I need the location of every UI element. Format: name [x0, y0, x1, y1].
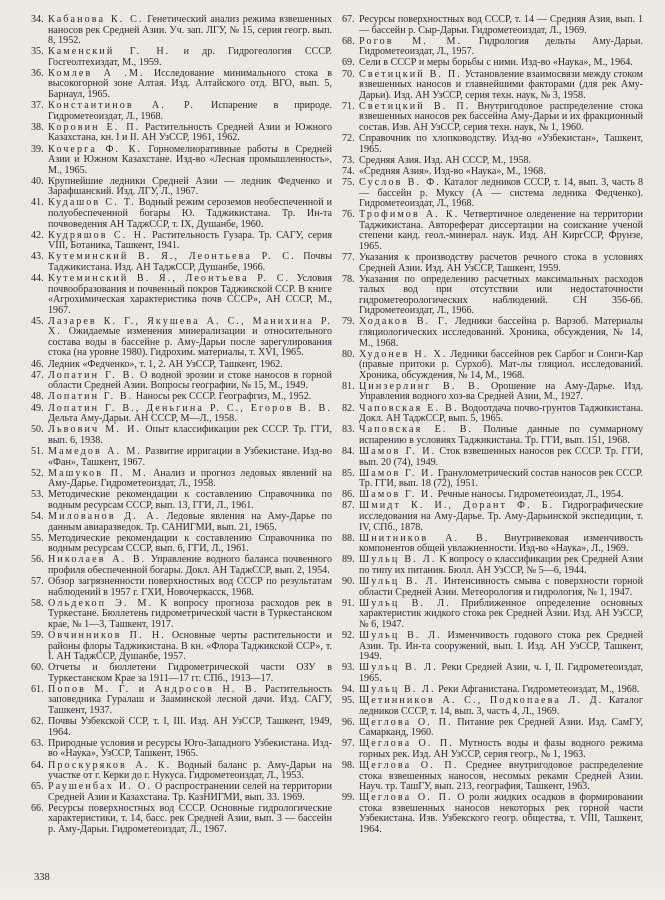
entry-number: 99. [342, 792, 355, 804]
entry-text: Природные условия и ресурсы Юго-Западного Узбекистана. Изд-во «Наука», УзССР, Ташкент, 1965. [48, 737, 332, 760]
entry-number: 58. [31, 597, 44, 609]
entry-author: Лопатин Г. В., Деньгина Р. С., Егоров В. В. [48, 402, 332, 414]
bibliography-entry [31, 511, 332, 533]
bibliography-entry [342, 154, 643, 167]
entry-number: 51. [31, 445, 44, 457]
entry-text: Анализ и прогноз ледовых явлений на Аму-Дарье. Гидрометеоиздат, Л., 1958. [48, 467, 332, 490]
entry-number: 55. [31, 532, 44, 544]
entry-number: 93. [342, 662, 355, 674]
entry-text: Гидрографические исследования на Аму-Дарье. Тр. Аму-Дарьинской экспедиции, т. IV, СПб., 1878. [359, 500, 643, 533]
entry-text: Растительность Гузара. Тр. САГУ, серия VIII, Ботаника, Ташкент, 1941. [48, 229, 332, 252]
entry-text: Обзор загрязненности поверхностных вод СССР по результатам наблюдений в 1957 г. ГХИ, Новочеркасск, 1968. [48, 576, 332, 598]
entry-text: Сток взвешенных наносов рек СССР. Тр. ГГИ, вып. 20 (74), 1949. [359, 445, 643, 468]
bibliography-entry [31, 197, 332, 230]
entry-text: Интенсивность смыва с поверхности горной области Средней Азии. Метеорология и гидрология, № 1, 1947. [359, 576, 643, 598]
entry-author: Коровин Е. П. [48, 121, 141, 133]
bibliography-entry [342, 554, 644, 576]
bibliography-entry [31, 143, 332, 177]
entry-author: Шамов Г. И. [359, 489, 436, 501]
entry-author: Шульц В. Л. [359, 630, 442, 642]
entry-author: Шульц В. Л. [359, 554, 437, 566]
bibliography-entry [31, 46, 332, 68]
entry-number: 75. [342, 176, 355, 188]
entry-author: Попов М. Г. и Андросов Н. В. [48, 683, 259, 695]
entry-number: 68. [342, 35, 355, 47]
entry-author: Кутеминский В. Я., Леонтьева Р. С. [48, 251, 296, 263]
entry-author: Шнитников А. В. [359, 532, 490, 544]
entry-text: Почвы Таджикистана. Изд. АН ТаджССР, Душанбе, 1966. [48, 251, 332, 273]
entry-author: Щеглова О. П. [359, 738, 454, 750]
entry-text: Генетический анализ режима взвешенных наносов рек Средней Азии. Уч. зап. ЛГУ, № 15, серия геогр. вып. 8, 1952. [48, 14, 333, 47]
entry-author: Мамедов А. М. [48, 445, 143, 457]
entry-number: 78. [342, 273, 355, 285]
entry-text: Ресурсы поверхностных вод СССР, т. 14 — Средняя Азия, вып. 1 — бассейн р. Сыр-Дарьи. Гидрометеоиздат, Л., 1969. [359, 14, 643, 36]
entry-number: 34. [31, 14, 44, 25]
bibliography-entry [31, 251, 332, 273]
entry-text: Среднее внутригодовое распределение стока взвешенных наносов, несомых реками Средней Азии. Науч. тр. ТашГУ, вып. 213, география, Ташкент, 1963. [359, 760, 643, 793]
entry-author: Чаповская Е. В. [359, 424, 474, 436]
entry-text: Водоотдача почво-грунтов Таджикистана. Докл. АН ТаджССР, вып. 5, 1965. [359, 402, 643, 425]
entry-text: Методические рекомендации к составлению Справочника по водным ресурсам СССР, вып. 6, ГГИ, Л., 1961. [48, 532, 332, 555]
entry-number: 67. [342, 14, 355, 25]
entry-number: 61. [31, 683, 44, 695]
entry-text: Растительность заповедника Гуралаш и Зааминской лесной дачи. Изд. САГУ, Ташкент, 1937. [48, 683, 332, 717]
entry-author: Шамов Г. И. [359, 467, 436, 479]
entry-number: 98. [342, 760, 355, 772]
entry-author: Константинов А. Р. [48, 100, 196, 112]
entry-number: 36. [31, 67, 44, 79]
entry-text: Почвы Узбекской ССР, т. I, III. Изд. АН УзССР, Ташкент, 1949, 1964. [48, 716, 332, 738]
bibliography-entry [342, 165, 643, 178]
entry-number: 77. [342, 251, 355, 263]
bibliography-entry [342, 209, 643, 252]
entry-number: 81. [342, 380, 355, 392]
entry-text: Речные наносы. Гидрометеоиздат, Л., 1954. [435, 489, 624, 501]
entry-author: Проскуряков А. К. [48, 759, 172, 771]
entry-text: Справочник по хлопководству. Изд-во «Узбекистан», Ташкент, 1965. [359, 132, 643, 155]
entry-author: Щеглова О. П. [359, 716, 453, 728]
bibliography-entry [31, 14, 333, 47]
bibliography-entry [31, 683, 332, 717]
entry-author: Шульц В. Л. [359, 597, 451, 609]
bibliography-entry [31, 759, 332, 782]
entry-author: Чаповская Е. В. [359, 402, 459, 414]
entry-text: Горномелиоративные работы в Средней Азии и Южном Казахстане. Изд-во «Лесная промышленность», М., 1965. [48, 143, 332, 176]
bibliography-entry [31, 229, 332, 252]
entry-number: 73. [342, 154, 355, 166]
entry-author: Цинзерлинг В. В. [359, 380, 482, 392]
entry-number: 45. [31, 315, 44, 327]
entry-text: Полные данные по суммарному испарению в условиях Таджикистана. Тр. ГГИ, вып. 151, 1968. [359, 424, 643, 446]
entry-text: Средняя Азия. Изд. АН СССР, М., 1958. [359, 154, 532, 166]
bibliography-entry [31, 67, 332, 101]
bibliography-entry [31, 802, 332, 836]
entry-number: 49. [31, 402, 44, 414]
entry-text: Ледники бассейна р. Варзоб. Материалы гляциологических исследований. Хроника, обсуждения, № 14, М., 1968. [359, 316, 643, 349]
bibliography-entry [31, 402, 332, 425]
entry-number: 54. [31, 511, 44, 523]
entry-text: Внутривековая изменчивость компонентов общей увлажненности. Изд-во «Наука», Л., 1969. [359, 532, 643, 555]
bibliography-entry [31, 716, 332, 738]
bibliography-entry [342, 716, 644, 739]
entry-number: 50. [31, 424, 44, 436]
bibliography-entry [342, 57, 643, 69]
bibliography-entry [342, 445, 643, 468]
bibliography-entry [342, 316, 643, 349]
entry-number: 86. [342, 489, 355, 501]
entry-text: Развитие ирригации в Узбекистане. Изд-во «Фан», Ташкент, 1967. [48, 445, 333, 468]
bibliography-entry [31, 781, 332, 803]
entry-text: Указания к производству расчетов речного стока в условиях Средней Азии. Изд. АН УзССР, Ташкент, 1959. [359, 251, 643, 274]
bibliography-entry [342, 695, 643, 717]
entry-text: Испарение в природе. Гидрометеоиздат, Л., 1968. [48, 100, 332, 122]
entry-author: Кабанова К. С. [48, 14, 144, 25]
bibliography-entry [31, 445, 333, 468]
bibliography-entry [31, 576, 332, 598]
entry-author: Машуков П. М. [48, 467, 148, 479]
bibliography-entry [342, 576, 643, 598]
entry-number: 85. [342, 467, 355, 479]
bibliography-entry [342, 500, 643, 533]
entry-author: Раушенбах И. О. [48, 781, 153, 793]
entry-number: 69. [342, 57, 355, 69]
entry-number: 52. [31, 467, 44, 479]
bibliography-entry [31, 489, 332, 511]
entry-text: Каталог ледников СССР, т. 14, вып. 3, часть 8 — бассейн р. Муксу (А — система ледника Федченко). Гидрометеоиздат, Л., 1968. [359, 176, 643, 210]
entry-number: 48. [31, 391, 44, 403]
entry-number: 74. [342, 165, 355, 177]
entry-text: Указания по определению расчетных максимальных расходов талых вод при отсутствии или недостаточности гидрометеорологических наблюдений. СН 356-66. Гидрометеоиздат, Л., 1966. [359, 273, 643, 317]
bibliography-entry [342, 738, 643, 760]
bibliography-entry [31, 532, 332, 555]
entry-number: 35. [31, 46, 44, 58]
entry-text: Ледник «Федченко», т. 1, 2. АН УзССР, Ташкент, 1962. [48, 358, 283, 370]
entry-text: Ледовые явления на Аму-Дарье по данным авиаразведок. Тр. САНИГМИ, вып. 21, 1965. [48, 511, 332, 533]
entry-text: Гранулометрический состав наносов рек СССР. Тр. ГГИ, вып. 18 (72), 1951. [359, 467, 643, 490]
entry-text: Мутность воды и фазы водного режима горных рек. Изд. АН УзССР, серия геогр., № 1, 1963. [359, 738, 643, 760]
entry-author: Милованов Д. А. [48, 511, 161, 523]
entry-number: 92. [342, 630, 355, 642]
bibliography-entry [342, 68, 643, 102]
entry-number: 91. [342, 597, 355, 609]
entry-text: Управление водного баланса почвенного профиля обеспеченной богары. Докл. АН ТаджССР, вып. 2, 1954. [48, 554, 332, 576]
entry-author: Рогов М. М. [359, 35, 463, 47]
bibliography-entry [31, 737, 332, 760]
entry-author: Светицкий В. П. [359, 68, 462, 80]
entry-number: 84. [342, 445, 355, 457]
entry-number: 43. [31, 251, 44, 263]
entry-number: 56. [31, 554, 44, 566]
entry-author: Кутеминский В. Я., Леонтьева Р. С. [48, 273, 291, 285]
entry-author: Лопатин Г. В. [48, 369, 137, 381]
entry-text: Основные черты растительности и районы флоры Таджикистана. В кн. «Флора Таджикской ССР», т. I. АН ТаджССР, Душанбе, 1957. [48, 630, 332, 663]
bibliography-entry [31, 391, 332, 403]
bibliography-entry [31, 100, 332, 122]
entry-number: 79. [342, 316, 355, 328]
entry-author: Николаев А. В. [48, 554, 147, 566]
bibliography-entry [342, 467, 643, 490]
entry-text: Растительность Средней Азии и Южного Казахстана, кн. I и II. АН УзССР, 1961, 1962. [48, 121, 332, 144]
entry-text: Водный баланс р. Аму-Дарьи на участке от г. Керки до г. Нукуса. Гидрометеоиздат, Л., 1953. [48, 759, 332, 782]
bibliography-entry [31, 630, 332, 663]
bibliography-entry [31, 121, 332, 144]
entry-text: К вопросу о классификации рек Средней Азии по типу их питания. Бюлл. АН УзССР, № 5—6, 1944. [359, 554, 644, 576]
bibliography-entry [31, 273, 332, 316]
entry-text: О роли жидких осадков в формировании стока взвешенных наносов некоторых рек горной части Узбекистана. Изв. Узбекского геогр. общества, т. VIII, Ташкент, 1964. [359, 792, 643, 836]
bibliography-entry [31, 175, 332, 198]
entry-author: Комлев А .М. [48, 67, 145, 79]
entry-text: Дельта Аму-Дарьи. АН СССР, М—Л., 1958. [48, 413, 237, 425]
entry-author: Овчинников П. Н. [48, 630, 166, 642]
entry-text: Методические рекомендации к составлению Справочника по водным ресурсам СССР, вып. 13, ГГИ, Л., 1961. [48, 489, 332, 511]
entry-text: Крупнейшие ледники Средней Азии — ледник Федченко и Зарафшанский. Изд. ЛГУ, Л., 1967. [48, 175, 332, 198]
entry-text: и др. Гидрогеология СССР. Госгеолтехиздат, М., 1959. [48, 46, 332, 68]
entry-text: Изменчивость годового стока рек Средней Азии. Тр. Ин-та сооружений, вып. I. Изд. АН УзССР, Ташкент, 1949. [359, 630, 643, 663]
entry-text: Ресурсы поверхностных вод СССР. Основные гидрологические характеристики, т. 14, басс. рек Средней Азии, вып. 3 — бассейн р. Аму-Дарьи. Гидрометеоиздат, Л., 1967. [48, 802, 332, 836]
entry-number: 76. [342, 209, 355, 221]
entry-number: 60. [31, 662, 44, 674]
entry-text: Орошение на Аму-Дарье. Изд. Управления водного хоз-ва Средней Азии, М., 1927. [359, 380, 643, 403]
entry-number: 80. [342, 348, 355, 360]
entry-author: Кудряшов С. Н. [48, 229, 148, 241]
entry-text: Гидрология дельты Аму-Дарьи. Гидрометеоиздат, Л., 1957. [359, 35, 643, 58]
bibliography-entry [342, 489, 643, 501]
entry-number: 95. [342, 695, 355, 707]
entry-text: Опыт классификации рек СССР. Тр. ГГИ, вып. 6, 1938. [48, 424, 332, 446]
entry-number: 64. [31, 759, 44, 771]
entry-number: 96. [342, 716, 355, 728]
entry-text: К вопросу прогноза расходов рек в Туркестане. Бюллетень гидрометрической части в Туркестанском крае, № 1—3, Ташкент, 1917. [48, 597, 332, 630]
entry-text: О распространении селей на территории Средней Азии и Казахстана. Тр. КазНИГМИ, вып. 33. 1969. [48, 781, 332, 803]
entry-text: Реки Средней Азии, ч. I, II. Гидрометеоиздат, 1965. [359, 662, 643, 684]
entry-number: 71. [342, 100, 355, 112]
entry-text: Ожидаемые изменения минерализации и относительного состава воды в бассейне р. Аму-Дарьи после зарегулирования стока (на уровне 1980). Гидрохим. материалы, т. XVI, 1965. [48, 326, 332, 359]
entry-author: Ходаков В. Г. [359, 316, 450, 328]
entry-number: 87. [342, 500, 355, 512]
entry-author: Лопатин Г. В. [48, 391, 134, 403]
entry-author: Шульц В. Л. [359, 662, 438, 674]
entry-number: 44. [31, 273, 44, 285]
bibliography-entry [342, 251, 643, 274]
bibliography-entry [342, 402, 643, 425]
entry-author: Лазарев К. Г., Якушева А. С., Манихина Р. Х. [48, 315, 332, 338]
bibliography-entry [342, 14, 643, 36]
entry-text: Реки Афганистана. Гидрометеоиздат, М., 1968. [435, 683, 640, 695]
bibliography-entry [342, 380, 643, 403]
entry-number: 63. [31, 737, 44, 749]
entry-text: Водный режим сероземов необеспеченной и полуобеспеченной богары Ю. Таджикистана. Тр. Ин-та почвоведения АН ТаджССР, т. IX, Душанбе, 1960. [48, 197, 332, 230]
entry-text: Наносы рек СССР. Географгиз, М., 1952. [133, 391, 312, 403]
entry-number: 42. [31, 229, 44, 241]
entry-text: Условия почвообразования и почвенный покров Таджикской ССР. В книге «Агрохимическая характеристика почв СССР», АН СССР, М., 1967. [48, 273, 332, 316]
entry-text: Питание рек Средней Азии. Изд. СамГУ, Самарканд, 1960. [359, 716, 644, 739]
entry-number: 62. [31, 716, 44, 728]
entry-number: 39. [31, 143, 44, 155]
entry-number: 47. [31, 369, 44, 381]
bibliography-entry [342, 273, 643, 317]
bibliography-entry [31, 369, 332, 392]
entry-number: 83. [342, 424, 355, 436]
entry-author: Ольдекоп Э. М. [48, 597, 154, 609]
bibliography-entry [31, 554, 332, 576]
bibliography-entry [342, 683, 643, 696]
entry-author: Шмидт К. И., Дорант Ф. Б. [359, 500, 555, 512]
entry-author: Щеглова О. П. [359, 792, 453, 804]
entry-text: Приближенное определение основных характеристик жидкого стока рек Средней Азии. Изд. АН УзССР, № 6, 1947. [359, 597, 643, 630]
entry-text: Ледники бассейнов рек Сарбог и Сонги-Кар (правые притоки р. Сурхоб). Мат-лы гляциол. исследований. Хроника, обсуждения, № 14, М., 1968. [359, 348, 643, 381]
entry-text: Сели в СССР и меры борьбы с ними. Изд-во «Наука», М., 1964. [359, 57, 633, 69]
entry-number: 66. [31, 802, 44, 814]
bibliography-entry [342, 176, 643, 210]
bibliography-entry [342, 132, 643, 155]
bibliography-entry [342, 35, 643, 58]
entry-author: Суслов В. Ф. [359, 176, 441, 188]
page-bottom-shade [0, 870, 665, 900]
bibliography-entry [342, 597, 643, 631]
entry-number: 40. [31, 175, 44, 187]
entry-author: Шульц В. Л. [359, 683, 436, 695]
page-number: 338 [34, 872, 50, 883]
entry-author: Шамов Г. И. [359, 445, 437, 457]
entry-number: 53. [31, 489, 44, 501]
entry-number: 94. [342, 683, 355, 695]
bibliography-entry [31, 662, 332, 684]
entry-author: Кочерга Ф. К. [48, 143, 143, 155]
bibliography-entry [342, 100, 643, 134]
entry-text: «Средняя Азия». Изд-во «Наука», М., 1968. [359, 165, 546, 177]
entry-number: 41. [31, 197, 44, 209]
entry-author: Щетинников А. С., Подкопаева Л. Д. [359, 695, 604, 707]
entry-text: О водной эрозии и стоке наносов в горной области Средней Азии. Вопросы географии, № 15, М., 1949. [48, 369, 332, 392]
entry-number: 59. [31, 630, 44, 642]
bibliography-entry [31, 597, 332, 631]
entry-text: Отчеты и бюллетени Гидрометрической части ОЗУ в Туркестанском Крае за 1911—17 гг. СПб., 1913—17. [48, 662, 332, 684]
bibliography-entry [342, 532, 643, 555]
left-column [31, 14, 333, 836]
entry-text: Установление взаимосвязи между стоком взвешенных наносов и главнейшими факторами (для рек Аму-Дарьи). Изд. АН УзССР, серия техн. наук, № 3, 1958. [359, 68, 643, 101]
entry-author: Львович М. И. [48, 424, 142, 436]
bibliography-entry [342, 630, 643, 663]
bibliography-entry [342, 348, 643, 382]
entry-author: Трофимов А. К. [359, 209, 460, 221]
entry-number: 57. [31, 576, 44, 588]
bibliography-entry [31, 315, 332, 359]
entry-number: 90. [342, 576, 355, 588]
entry-text: Исследование минимального стока в высокогорной зоне Алтая. Изд. Алтайского отд. ВГО, вып. 5, Барнаул, 1965. [48, 67, 332, 101]
entry-author: Щеглова О. П. [359, 760, 459, 772]
entry-text: Внутригодовое распределение стока взвешенных наносов рек бассейна Аму-Дарьи и их фракционный состав. Изв. АН УзССР, серия техн. наук, № 1, 1960. [359, 100, 643, 133]
entry-number: 88. [342, 532, 355, 544]
entry-number: 46. [31, 358, 44, 370]
bibliography-entry [31, 467, 332, 490]
bibliography-entry [342, 662, 643, 684]
entry-number: 72. [342, 132, 355, 144]
bibliography-entry [342, 760, 643, 793]
entry-text: Четвертичное оледенение на территории Таджикистана. Автореферат диссертации на соискание ученой степени канд. геол.-минерал. наук. Изд. АН КиргССР, Фрунзе, 1965. [359, 209, 643, 252]
entry-number: 82. [342, 402, 355, 414]
right-column [342, 14, 644, 836]
entry-author: Каменский Г. Н. [48, 46, 171, 58]
entry-number: 38. [31, 121, 44, 133]
bibliography-entry [31, 358, 332, 371]
entry-number: 97. [342, 738, 355, 750]
entry-text: Каталог ледников СССР, т. 14, вып. 3, часть 4, Л., 1969. [359, 695, 643, 717]
bibliography-entry [31, 424, 332, 446]
entry-author: Кудашов С. Т. [48, 197, 136, 209]
entry-number: 65. [31, 781, 44, 793]
bibliography-entry [342, 424, 643, 446]
entry-author: Шульц В. Л. [359, 576, 440, 588]
bibliography-entry [342, 792, 643, 836]
entry-number: 89. [342, 554, 355, 566]
entry-author: Светицкий В. П. [359, 100, 471, 112]
entry-number: 70. [342, 68, 355, 80]
entry-number: 37. [31, 100, 44, 112]
entry-author: Худонев Н. Х. [359, 348, 448, 360]
